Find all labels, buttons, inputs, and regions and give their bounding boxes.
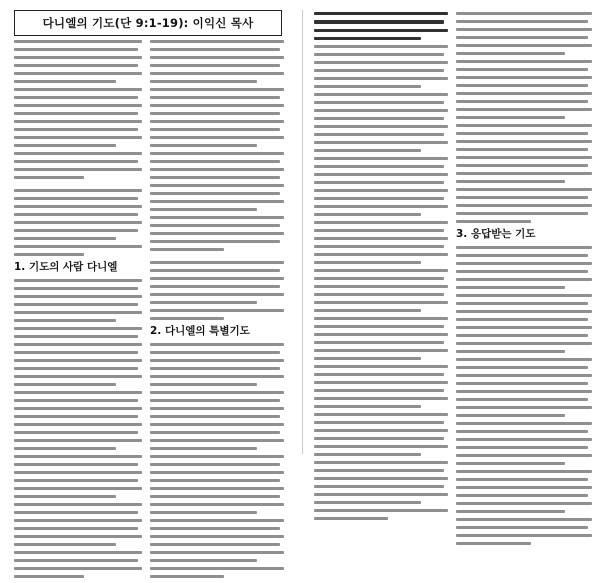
body-text-block — [456, 246, 592, 545]
sermon-title: 다니엘의 기도(단 9:1-19): 이익신 목사 — [42, 16, 254, 30]
body-text-block — [150, 343, 284, 578]
page-divider — [302, 10, 303, 454]
body-text-block — [456, 12, 592, 223]
left-column-2 — [150, 40, 284, 583]
right-column-1 — [314, 12, 448, 525]
sermon-title-box — [14, 10, 282, 36]
left-column-1 — [14, 40, 142, 583]
body-text-block — [314, 45, 448, 520]
body-text-block — [14, 40, 142, 256]
section-heading-1: 1. 기도의 사람 다니엘 — [14, 261, 118, 273]
body-text-block — [14, 279, 142, 578]
body-text-block — [150, 40, 284, 320]
right-column-2 — [456, 12, 592, 550]
section-heading-3: 3. 응답받는 기도 — [456, 228, 536, 240]
section-heading-2: 2. 다니엘의 특별기도 — [150, 325, 250, 337]
body-text-block — [314, 12, 448, 40]
